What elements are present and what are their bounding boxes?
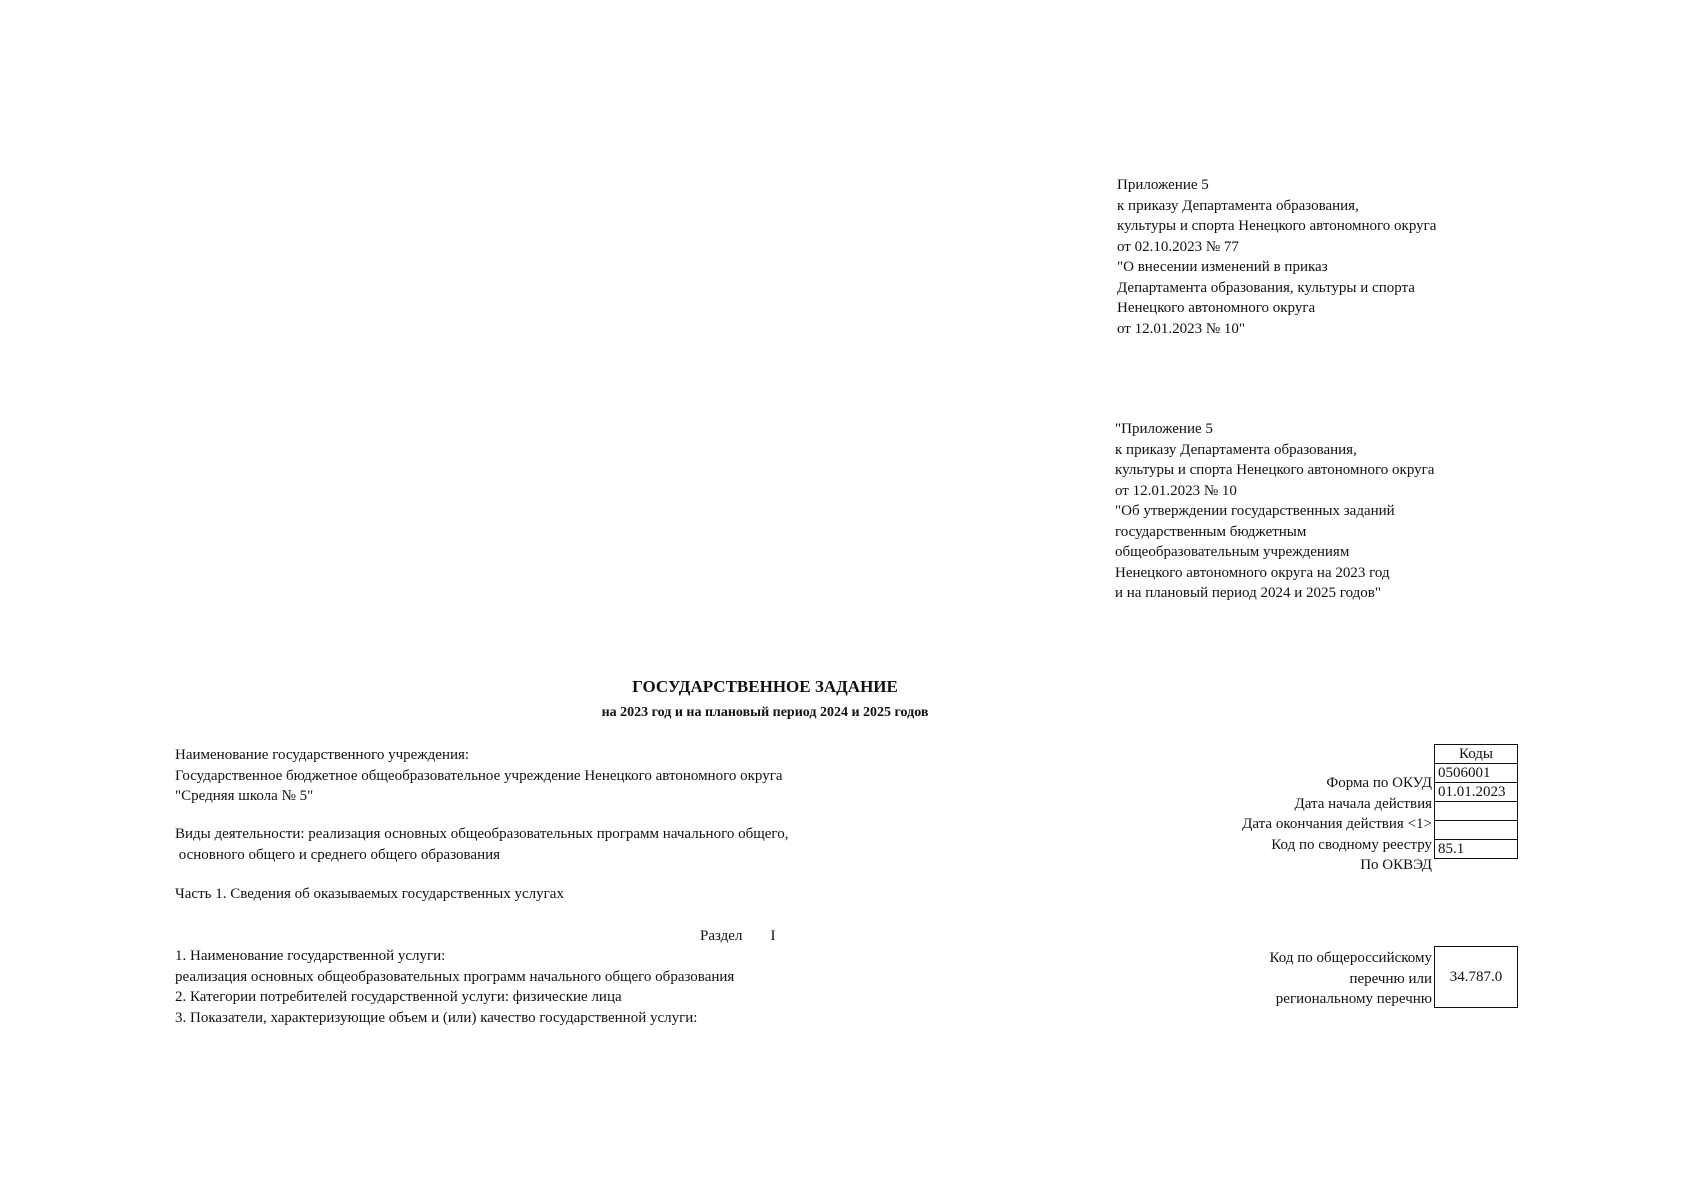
appendix-line: Приложение 5	[1117, 177, 1209, 193]
quoted-appendix-line: общеобразовательным учреждениям	[1115, 544, 1350, 560]
quoted-appendix-line: культуры и спорта Ненецкого автономного округа	[1115, 462, 1435, 478]
codes-labels	[1242, 773, 1432, 876]
appendix-header	[1117, 175, 1436, 339]
quoted-appendix-line: "Об утверждении государственных заданий	[1115, 503, 1395, 519]
code-value: 01.01.2023	[1435, 783, 1518, 802]
code-label: Дата окончания действия <1>	[1242, 816, 1432, 832]
registry-labels	[1270, 948, 1432, 1010]
service-block	[175, 946, 734, 1028]
quoted-appendix-line: и на плановый период 2024 и 2025 годов"	[1115, 585, 1381, 601]
appendix-line: культуры и спорта Ненецкого автономного округа	[1117, 218, 1437, 234]
code-value	[1435, 821, 1518, 840]
activities-block	[175, 824, 788, 865]
quoted-appendix-line: от 12.01.2023 № 10	[1115, 482, 1237, 499]
section-heading	[700, 926, 775, 947]
codes-header: Коды	[1435, 745, 1518, 764]
service-item-label: 1. Наименование государственной услуги:	[175, 948, 446, 964]
quoted-appendix-header	[1115, 419, 1434, 604]
document-title: ГОСУДАРСТВЕННОЕ ЗАДАНИЕ	[632, 677, 898, 696]
registry-label-line: Код по общероссийскому	[1269, 950, 1432, 966]
appendix-line: "О внесении изменений в приказ	[1117, 259, 1328, 275]
section-number: I	[770, 928, 776, 944]
service-item: 3. Показатели, характеризующие объем и (или) качество государственной услуги:	[175, 1009, 698, 1026]
code-value: 85.1	[1435, 840, 1518, 859]
quoted-appendix-line: "Приложение 5	[1115, 421, 1213, 437]
section-label: Раздел	[700, 928, 743, 944]
registry-label-line: региональному перечню	[1275, 991, 1432, 1007]
code-label: Дата начала действия	[1294, 795, 1432, 812]
institution-label: Наименование государственного учреждения:	[175, 747, 470, 763]
code-value	[1435, 802, 1518, 821]
document-subtitle: на 2023 год и на плановый период 2024 и 2025 годов	[601, 705, 929, 720]
service-item: 2. Категории потребителей государственной услуги: физические лица	[175, 989, 622, 1005]
appendix-line: Ненецкого автономного округа	[1117, 300, 1316, 316]
code-label: Код по сводному реестру	[1271, 836, 1432, 853]
appendix-line: к приказу Департамента образования,	[1117, 197, 1359, 214]
service-item-value: реализация основных общеобразовательных программ начального общего образования	[175, 968, 735, 985]
quoted-appendix-line: Ненецкого автономного округа на 2023 год	[1115, 564, 1390, 581]
code-value: 0506001	[1435, 764, 1518, 783]
codes-table	[1434, 744, 1518, 859]
quoted-appendix-line: государственным бюджетным	[1115, 523, 1307, 540]
part-heading: Часть 1. Сведения об оказываемых государственных услугах	[175, 886, 564, 902]
activities-line: основного общего и среднего общего образования	[175, 846, 501, 863]
code-label: По ОКВЭД	[1360, 857, 1432, 873]
appendix-line: Департамента образования, культуры и спорта	[1117, 279, 1415, 296]
activities-line: Виды деятельности: реализация основных общеобразовательных программ начального общего,	[175, 826, 789, 842]
code-label: Форма по ОКУД	[1326, 775, 1432, 791]
institution-name: Государственное бюджетное общеобразовательное учреждение Ненецкого автономного округа	[175, 767, 783, 784]
appendix-line: от 12.01.2023 № 10"	[1117, 320, 1246, 337]
registry-label-line: перечню или	[1349, 970, 1432, 987]
quoted-appendix-line: к приказу Департамента образования,	[1115, 441, 1357, 458]
registry-code-box: 34.787.0	[1434, 946, 1518, 1008]
institution-name: "Средняя школа № 5"	[175, 788, 314, 804]
appendix-line: от 02.10.2023 № 77	[1117, 238, 1239, 255]
institution-block	[175, 745, 783, 807]
